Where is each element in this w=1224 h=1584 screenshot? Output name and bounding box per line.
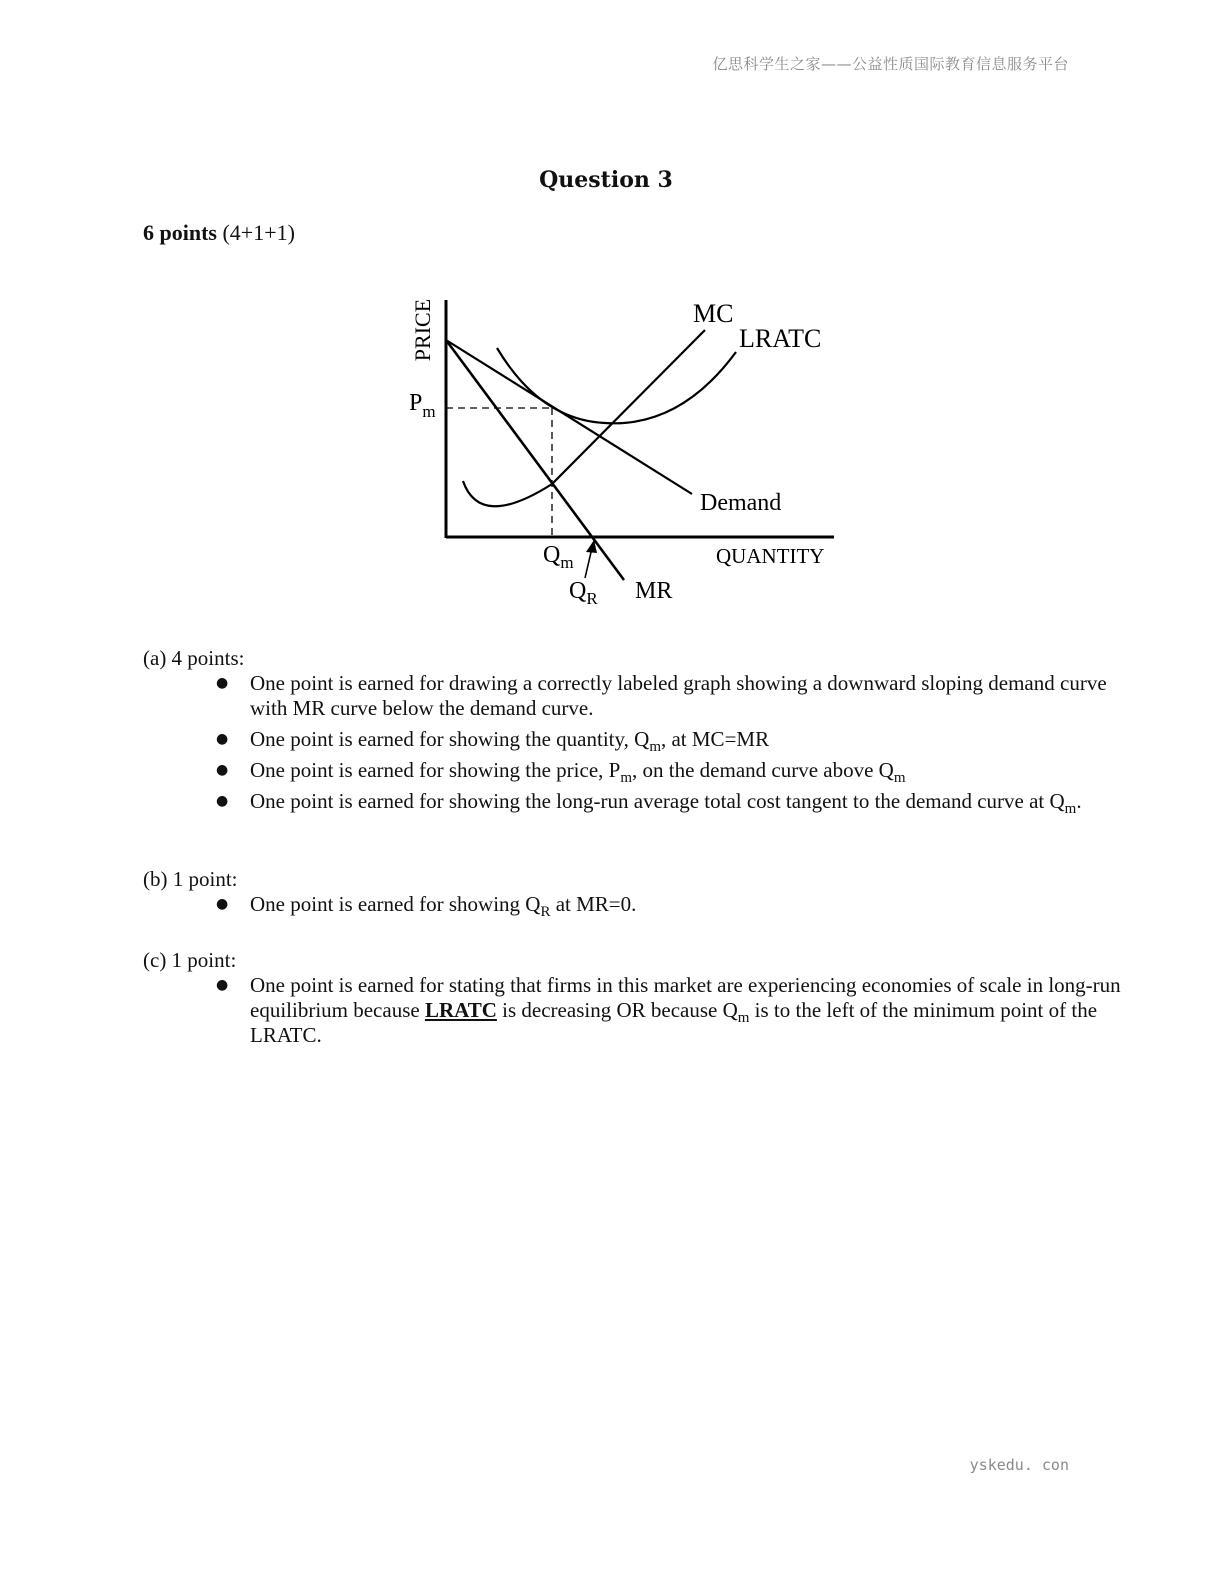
pm-label-main: P bbox=[409, 390, 423, 416]
item-text-post: at MR=0. bbox=[550, 892, 637, 916]
qm-label bbox=[543, 542, 574, 572]
list-item bbox=[143, 671, 1123, 721]
item-text-post: . bbox=[1076, 789, 1082, 813]
bullet-icon: ● bbox=[216, 896, 229, 912]
list-item bbox=[143, 973, 1123, 1048]
header-site-note: 亿思科学生之家——公益性质国际教育信息服务平台 bbox=[712, 55, 1069, 73]
bullet-icon: ● bbox=[216, 793, 229, 809]
item-text-mid: is decreasing OR because Q bbox=[496, 998, 738, 1022]
section-c-head: (c) 1 point: bbox=[143, 948, 237, 972]
item-text-pre: One point is earned for stating that firms in this market are experiencing economies of scale in long-run equilibrium because bbox=[250, 973, 1121, 1022]
item-text-pre: One point is earned for showing the price, P bbox=[250, 758, 621, 782]
item-text-sub: m bbox=[620, 770, 633, 786]
section-b-list bbox=[143, 892, 1123, 920]
section-c-list bbox=[143, 973, 1123, 1048]
section-a-list bbox=[143, 671, 1123, 817]
mc-label: MC bbox=[693, 299, 734, 328]
qr-label-sub: R bbox=[586, 589, 598, 608]
list-item bbox=[143, 727, 1123, 755]
qr-arrow-line bbox=[585, 548, 592, 578]
lratc-label: LRATC bbox=[739, 324, 822, 353]
item-text-sub: m bbox=[649, 739, 661, 755]
footer-site-url: yskedu. con bbox=[969, 1456, 1069, 1474]
item-text-sub2: m bbox=[893, 770, 906, 786]
qm-label-sub: m bbox=[560, 553, 574, 572]
qr-label-main: Q bbox=[569, 578, 587, 604]
pm-label-sub: m bbox=[422, 402, 436, 421]
lratc-curve bbox=[497, 348, 736, 423]
mr-label: MR bbox=[635, 578, 673, 604]
item-text-post: is to the left of the minimum point of the LRATC. bbox=[250, 998, 1098, 1047]
list-item bbox=[143, 892, 1123, 920]
points-line bbox=[143, 220, 295, 246]
item-text: One point is earned for drawing a correctly labeled graph showing a downward sloping demand curve with MR curve below the demand curve. bbox=[250, 671, 1107, 720]
item-text-sub: R bbox=[540, 904, 551, 920]
x-axis-label: QUANTITY bbox=[716, 544, 825, 568]
pm-label bbox=[409, 390, 436, 421]
bullet-icon: ● bbox=[216, 977, 229, 993]
bullet-icon: ● bbox=[216, 675, 229, 691]
section-c bbox=[143, 947, 1123, 1054]
list-item bbox=[143, 789, 1123, 817]
mr-curve bbox=[446, 340, 624, 580]
item-text-bold: LRATC bbox=[424, 998, 497, 1022]
section-b bbox=[143, 866, 1123, 923]
bullet-icon: ● bbox=[216, 731, 229, 747]
section-a-head: (a) 4 points: bbox=[143, 646, 245, 670]
item-text-pre: One point is earned for showing the quantity, Q bbox=[250, 727, 650, 751]
section-a bbox=[143, 645, 1123, 820]
list-item bbox=[143, 758, 1123, 786]
qr-label bbox=[569, 578, 598, 608]
page-title: Question 3 bbox=[539, 167, 673, 193]
item-text-sub: m bbox=[737, 1010, 750, 1026]
bullet-icon: ● bbox=[216, 762, 229, 778]
y-axis-label: PRICE bbox=[410, 298, 435, 362]
item-text-sub: m bbox=[1064, 801, 1077, 817]
monopolistic-competition-graph bbox=[400, 290, 840, 615]
section-b-head: (b) 1 point: bbox=[143, 867, 238, 891]
qm-label-main: Q bbox=[543, 542, 561, 568]
item-text-pre: One point is earned for showing the long-run average total cost tangent to the demand curve at Q bbox=[250, 789, 1065, 813]
item-text-post: , at MC=MR bbox=[660, 727, 770, 751]
points-total: 6 points bbox=[143, 220, 217, 245]
item-text-pre: One point is earned for showing Q bbox=[250, 892, 541, 916]
item-text-mid: , on the demand curve above Q bbox=[632, 758, 894, 782]
demand-label: Demand bbox=[700, 490, 782, 516]
points-breakdown: (4+1+1) bbox=[222, 220, 295, 245]
